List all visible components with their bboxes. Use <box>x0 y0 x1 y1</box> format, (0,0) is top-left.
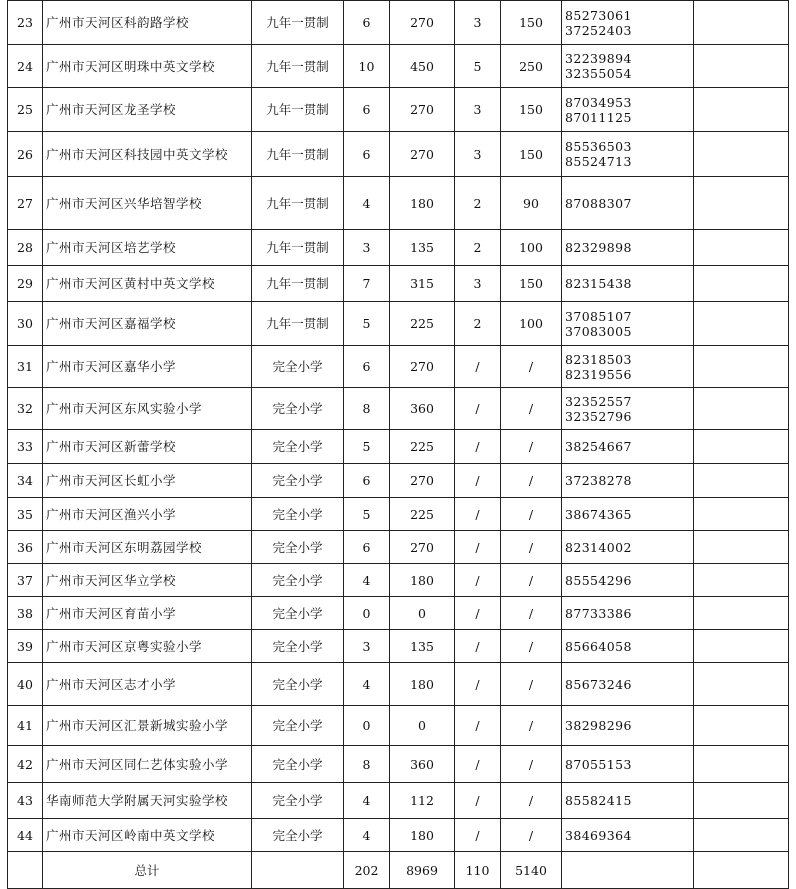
phone-cell <box>562 597 694 630</box>
school-type: 九年一贯制 <box>252 132 344 177</box>
student-count: 180 <box>390 564 455 597</box>
phone-cell <box>562 706 694 746</box>
value-col4: / <box>501 564 562 597</box>
class-count: 6 <box>344 1 390 45</box>
school-type: 完全小学 <box>252 531 344 564</box>
school-type: 九年一贯制 <box>252 266 344 302</box>
row-number: 23 <box>8 1 43 45</box>
school-name: 广州市天河区科韵路学校 <box>43 1 252 45</box>
extra-blank-cell <box>694 45 789 88</box>
value-col4: 100 <box>501 230 562 266</box>
phone-cell <box>562 746 694 783</box>
student-count: 270 <box>390 346 455 388</box>
table-row <box>8 45 789 88</box>
extra-blank-cell <box>694 498 789 531</box>
value-col3: / <box>455 346 501 388</box>
school-name: 广州市天河区东风实验小学 <box>43 388 252 430</box>
school-name: 华南师范大学附属天河实验学校 <box>43 783 252 819</box>
school-type: 完全小学 <box>252 783 344 819</box>
row-number: 37 <box>8 564 43 597</box>
phone-cell <box>562 230 694 266</box>
row-number: 29 <box>8 266 43 302</box>
value-col3: / <box>455 464 501 498</box>
phone-number: 85582415 <box>565 793 632 808</box>
value-col4: / <box>501 630 562 663</box>
class-count: 6 <box>344 531 390 564</box>
total-blank-cell <box>8 852 43 889</box>
total-phone-blank <box>562 852 694 889</box>
value-col4: 150 <box>501 132 562 177</box>
class-count: 8 <box>344 746 390 783</box>
extra-blank-cell <box>694 531 789 564</box>
class-count: 6 <box>344 346 390 388</box>
total-col3: 110 <box>455 852 501 889</box>
row-number: 38 <box>8 597 43 630</box>
row-number: 44 <box>8 819 43 852</box>
phone-number: 37083005 <box>565 323 632 339</box>
phone-number: 87034953 <box>565 94 632 110</box>
phone-number: 85273061 <box>565 7 632 23</box>
value-col4: / <box>501 597 562 630</box>
value-col3: 5 <box>455 45 501 88</box>
school-name: 广州市天河区东明荔园学校 <box>43 531 252 564</box>
school-type: 完全小学 <box>252 464 344 498</box>
value-col3: / <box>455 430 501 464</box>
table-row <box>8 783 789 819</box>
school-table <box>7 0 789 889</box>
phone-cell <box>562 531 694 564</box>
extra-blank-cell <box>694 230 789 266</box>
student-count: 270 <box>390 531 455 564</box>
row-number: 32 <box>8 388 43 430</box>
table-row <box>8 388 789 430</box>
row-number: 27 <box>8 177 43 230</box>
school-name: 广州市天河区汇景新城实验小学 <box>43 706 252 746</box>
row-number: 33 <box>8 430 43 464</box>
extra-blank-cell <box>694 663 789 706</box>
phone-number: 85664058 <box>565 638 632 654</box>
value-col4: / <box>501 531 562 564</box>
school-type: 九年一贯制 <box>252 1 344 45</box>
school-name: 广州市天河区岭南中英文学校 <box>43 819 252 852</box>
value-col3: / <box>455 388 501 430</box>
school-type: 完全小学 <box>252 430 344 464</box>
extra-blank-cell <box>694 346 789 388</box>
table-row <box>8 430 789 464</box>
extra-blank-cell <box>694 819 789 852</box>
value-col3: 2 <box>455 177 501 230</box>
school-type: 完全小学 <box>252 630 344 663</box>
table-row <box>8 498 789 531</box>
class-count: 8 <box>344 388 390 430</box>
phone-number: 82314002 <box>565 539 632 555</box>
value-col4: 150 <box>501 266 562 302</box>
total-type-blank <box>252 852 344 889</box>
phone-cell <box>562 663 694 706</box>
school-name: 广州市天河区兴华培智学校 <box>43 177 252 230</box>
phone-cell <box>562 430 694 464</box>
phone-cell <box>562 88 694 132</box>
value-col3: / <box>455 564 501 597</box>
class-count: 4 <box>344 177 390 230</box>
phone-number: 85554296 <box>565 572 632 588</box>
row-number: 43 <box>8 783 43 819</box>
school-name: 广州市天河区渔兴小学 <box>43 498 252 531</box>
table-row <box>8 132 789 177</box>
phone-number: 87733386 <box>565 605 632 621</box>
student-count: 360 <box>390 746 455 783</box>
phone-number: 38469364 <box>565 827 632 843</box>
row-number: 25 <box>8 88 43 132</box>
school-name: 广州市天河区龙圣学校 <box>43 88 252 132</box>
phone-number: 87055153 <box>565 756 632 772</box>
phone-cell <box>562 346 694 388</box>
class-count: 4 <box>344 663 390 706</box>
class-count: 10 <box>344 45 390 88</box>
value-col4: / <box>501 430 562 464</box>
table-row <box>8 177 789 230</box>
value-col3: 3 <box>455 266 501 302</box>
class-count: 5 <box>344 498 390 531</box>
class-count: 5 <box>344 302 390 346</box>
table-row <box>8 464 789 498</box>
value-col4: / <box>501 706 562 746</box>
extra-blank-cell <box>694 597 789 630</box>
phone-cell <box>562 498 694 531</box>
table-row <box>8 663 789 706</box>
value-col3: 2 <box>455 230 501 266</box>
total-classes: 202 <box>344 852 390 889</box>
row-number: 42 <box>8 746 43 783</box>
student-count: 225 <box>390 498 455 531</box>
value-col4: / <box>501 819 562 852</box>
row-number: 31 <box>8 346 43 388</box>
school-type: 完全小学 <box>252 663 344 706</box>
total-row <box>8 852 789 889</box>
phone-number: 32352796 <box>565 408 632 424</box>
value-col3: / <box>455 706 501 746</box>
school-type: 完全小学 <box>252 346 344 388</box>
value-col3: / <box>455 746 501 783</box>
student-count: 450 <box>390 45 455 88</box>
student-count: 225 <box>390 430 455 464</box>
value-col4: / <box>501 663 562 706</box>
class-count: 3 <box>344 230 390 266</box>
school-name: 广州市天河区华立学校 <box>43 564 252 597</box>
phone-number: 85673246 <box>565 676 632 692</box>
student-count: 135 <box>390 230 455 266</box>
total-col4: 5140 <box>501 852 562 889</box>
class-count: 6 <box>344 132 390 177</box>
school-name: 广州市天河区科技园中英文学校 <box>43 132 252 177</box>
student-count: 180 <box>390 819 455 852</box>
table-row <box>8 746 789 783</box>
value-col3: / <box>455 630 501 663</box>
phone-number: 85536503 <box>565 139 632 154</box>
table-row <box>8 346 789 388</box>
table-row <box>8 564 789 597</box>
student-count: 135 <box>390 630 455 663</box>
phone-cell <box>562 388 694 430</box>
value-col4: / <box>501 498 562 531</box>
extra-blank-cell <box>694 564 789 597</box>
school-name: 广州市天河区明珠中英文学校 <box>43 45 252 88</box>
phone-number: 87088307 <box>565 195 632 211</box>
student-count: 315 <box>390 266 455 302</box>
class-count: 7 <box>344 266 390 302</box>
phone-cell <box>562 266 694 302</box>
row-number: 28 <box>8 230 43 266</box>
student-count: 0 <box>390 597 455 630</box>
total-students: 8969 <box>390 852 455 889</box>
extra-blank-cell <box>694 783 789 819</box>
school-type: 完全小学 <box>252 706 344 746</box>
school-name: 广州市天河区嘉华小学 <box>43 346 252 388</box>
school-type: 完全小学 <box>252 388 344 430</box>
school-type: 完全小学 <box>252 597 344 630</box>
student-count: 270 <box>390 464 455 498</box>
student-count: 112 <box>390 783 455 819</box>
school-type: 完全小学 <box>252 819 344 852</box>
extra-blank-cell <box>694 430 789 464</box>
phone-number: 37085107 <box>565 308 632 324</box>
extra-blank-cell <box>694 1 789 45</box>
table-body <box>8 1 789 852</box>
table-row <box>8 597 789 630</box>
row-number: 26 <box>8 132 43 177</box>
table-row <box>8 230 789 266</box>
phone-cell <box>562 302 694 346</box>
extra-blank-cell <box>694 132 789 177</box>
phone-number: 82319556 <box>565 366 632 382</box>
school-type: 九年一贯制 <box>252 45 344 88</box>
value-col4: 150 <box>501 88 562 132</box>
school-name: 广州市天河区京粤实验小学 <box>43 630 252 663</box>
value-col4: / <box>501 346 562 388</box>
value-col4: / <box>501 464 562 498</box>
extra-blank-cell <box>694 177 789 230</box>
row-number: 34 <box>8 464 43 498</box>
table-row <box>8 302 789 346</box>
value-col3: / <box>455 663 501 706</box>
value-col3: / <box>455 783 501 819</box>
class-count: 0 <box>344 706 390 746</box>
class-count: 3 <box>344 630 390 663</box>
row-number: 39 <box>8 630 43 663</box>
school-name: 广州市天河区育苗小学 <box>43 597 252 630</box>
value-col4: / <box>501 783 562 819</box>
phone-cell <box>562 464 694 498</box>
value-col3: / <box>455 597 501 630</box>
table-row <box>8 1 789 45</box>
school-type: 完全小学 <box>252 746 344 783</box>
total-extra-blank <box>694 852 789 889</box>
school-type: 九年一贯制 <box>252 88 344 132</box>
school-type: 完全小学 <box>252 564 344 597</box>
phone-number: 82318503 <box>565 351 632 367</box>
class-count: 4 <box>344 819 390 852</box>
student-count: 270 <box>390 132 455 177</box>
school-name: 广州市天河区黄村中英文学校 <box>43 266 252 302</box>
class-count: 4 <box>344 783 390 819</box>
extra-blank-cell <box>694 464 789 498</box>
row-number: 30 <box>8 302 43 346</box>
phone-cell <box>562 630 694 663</box>
value-col4: / <box>501 746 562 783</box>
value-col3: 3 <box>455 1 501 45</box>
total-label: 总计 <box>43 852 252 889</box>
value-col4: 150 <box>501 1 562 45</box>
value-col3: 3 <box>455 88 501 132</box>
value-col3: / <box>455 819 501 852</box>
phone-cell <box>562 564 694 597</box>
phone-number: 37252403 <box>565 22 632 38</box>
student-count: 180 <box>390 177 455 230</box>
class-count: 5 <box>344 430 390 464</box>
school-type: 九年一贯制 <box>252 302 344 346</box>
phone-number: 82329898 <box>565 240 632 255</box>
student-count: 225 <box>390 302 455 346</box>
phone-number: 37238278 <box>565 473 632 488</box>
class-count: 0 <box>344 597 390 630</box>
student-count: 0 <box>390 706 455 746</box>
phone-cell <box>562 819 694 852</box>
school-name: 广州市天河区培艺学校 <box>43 230 252 266</box>
student-count: 270 <box>390 88 455 132</box>
phone-cell <box>562 45 694 88</box>
school-name: 广州市天河区同仁艺体实验小学 <box>43 746 252 783</box>
row-number: 36 <box>8 531 43 564</box>
extra-blank-cell <box>694 302 789 346</box>
student-count: 360 <box>390 388 455 430</box>
student-count: 180 <box>390 663 455 706</box>
phone-number: 32352557 <box>565 393 632 409</box>
school-name: 广州市天河区志才小学 <box>43 663 252 706</box>
school-name: 广州市天河区长虹小学 <box>43 464 252 498</box>
phone-number: 32355054 <box>565 66 632 81</box>
phone-cell <box>562 783 694 819</box>
class-count: 6 <box>344 464 390 498</box>
class-count: 6 <box>344 88 390 132</box>
value-col4: 100 <box>501 302 562 346</box>
extra-blank-cell <box>694 266 789 302</box>
phone-number: 87011125 <box>565 109 632 125</box>
phone-number: 82315438 <box>565 276 632 291</box>
table-row <box>8 266 789 302</box>
phone-number: 38298296 <box>565 718 632 733</box>
school-type: 九年一贯制 <box>252 177 344 230</box>
value-col4: 90 <box>501 177 562 230</box>
phone-number: 38254667 <box>565 439 632 454</box>
table-row <box>8 630 789 663</box>
extra-blank-cell <box>694 746 789 783</box>
school-type: 九年一贯制 <box>252 230 344 266</box>
value-col3: 2 <box>455 302 501 346</box>
value-col3: / <box>455 498 501 531</box>
row-number: 35 <box>8 498 43 531</box>
table-row <box>8 88 789 132</box>
row-number: 24 <box>8 45 43 88</box>
extra-blank-cell <box>694 630 789 663</box>
phone-number: 85524713 <box>565 154 632 169</box>
school-type: 完全小学 <box>252 498 344 531</box>
extra-blank-cell <box>694 388 789 430</box>
value-col3: / <box>455 531 501 564</box>
phone-cell <box>562 132 694 177</box>
extra-blank-cell <box>694 88 789 132</box>
row-number: 40 <box>8 663 43 706</box>
extra-blank-cell <box>694 706 789 746</box>
school-name: 广州市天河区嘉福学校 <box>43 302 252 346</box>
table-row <box>8 531 789 564</box>
phone-cell <box>562 177 694 230</box>
phone-number: 32239894 <box>565 51 632 66</box>
value-col4: 250 <box>501 45 562 88</box>
table-row <box>8 706 789 746</box>
row-number: 41 <box>8 706 43 746</box>
student-count: 270 <box>390 1 455 45</box>
table-row <box>8 819 789 852</box>
class-count: 4 <box>344 564 390 597</box>
school-name: 广州市天河区新蕾学校 <box>43 430 252 464</box>
phone-number: 38674365 <box>565 506 632 522</box>
value-col4: / <box>501 388 562 430</box>
value-col3: 3 <box>455 132 501 177</box>
phone-cell <box>562 1 694 45</box>
